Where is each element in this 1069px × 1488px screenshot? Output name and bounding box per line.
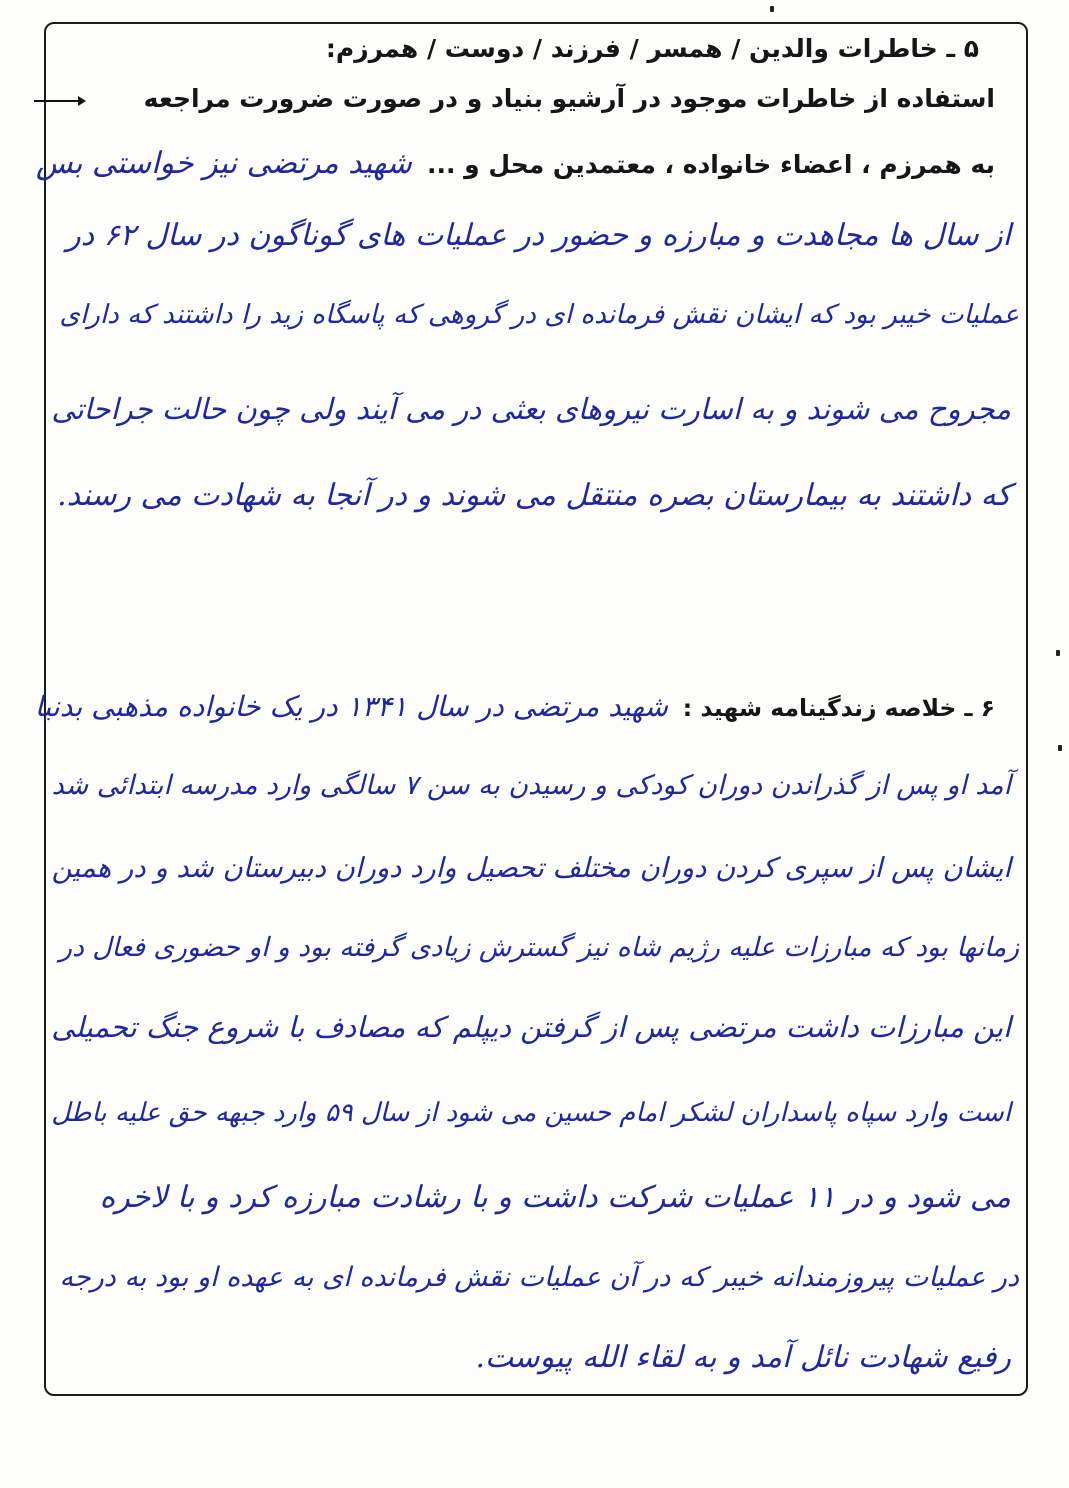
section6-handwritten-line: این مبارزات داشت مرتضی پس از گرفتن دیپلم که مصادف با شروع جنگ تحمیلی [51,1010,1011,1044]
section6-handwritten-line: آمد او پس از گذراندن دوران کودکی و رسیدن به سن ۷ سالگی وارد مدرسه ابتدائی شد [51,770,1011,801]
section6-handwritten-line: ایشان پس از سپری کردن دوران مختلف تحصیل وارد دوران دبیرستان شد و در همین [51,852,1011,884]
section5-handwritten-line: از سال ها مجاهدت و مبارزه و حضور در عملیات های گوناگون در سال ۶۲ در [66,218,1011,253]
section5-handwritten-start: شهید مرتضی نیز خواستی بس [35,146,412,181]
speck-mark [770,6,774,12]
speck-mark [1058,745,1062,751]
section5-instruction-line-1: استفاده از خاطرات موجود در آرشیو بنیاد و در صورت ضرورت مراجعه [143,84,995,113]
section5-instruction-line-2: به همرزم ، اعضاء خانواده ، معتمدین محل و ... [426,150,995,179]
section6-handwritten-line: زمانها بود که مبارزات علیه رژیم شاه نیز گسترش زیادی گرفته بود و او حضوری فعال در [59,932,1019,963]
section5-handwritten-line: که داشتند به بیمارستان بصره منتقل می شوند و در آنجا به شهادت می رسند. [57,478,1011,513]
margin-tick-mark [34,100,84,102]
section6-handwritten-line: می شود و در ۱۱ عملیات شرکت داشت و با رشادت مبارزه کرد و با لاخره [99,1180,1011,1215]
section6-handwritten-start: شهید مرتضی در سال ۱۳۴۱ در یک خانواده مذهبی بدنیا [34,690,669,723]
section6-handwritten-line: رفیع شهادت نائل آمد و به لقاء الله پیوست. [475,1340,1011,1375]
section6-handwritten-line: در عملیات پیروزمندانه خیبر که در آن عملیات نقش فرمانده ای به عهده او بود به درجه [59,1262,1019,1293]
section6-heading: ۶ ـ خلاصه زندگینامه شهید : [682,694,995,722]
speck-mark [1056,650,1060,656]
section5-heading: ۵ ـ خاطرات والدین / همسر / فرزند / دوست / همرزم: [325,34,979,63]
section6-handwritten-line: است وارد سپاه پاسداران لشکر امام حسین می شود از سال ۵۹ وارد جبهه حق علیه باطل [51,1098,1011,1128]
section5-handwritten-line: مجروح می شوند و به اسارت نیروهای بعثی در می آیند ولی چون حالت جراحاتی [51,392,1011,426]
section5-handwritten-line: عملیات خیبر بود که ایشان نقش فرمانده ای در گروهی که پاسگاه زید را داشتند که دارای [59,300,1019,330]
